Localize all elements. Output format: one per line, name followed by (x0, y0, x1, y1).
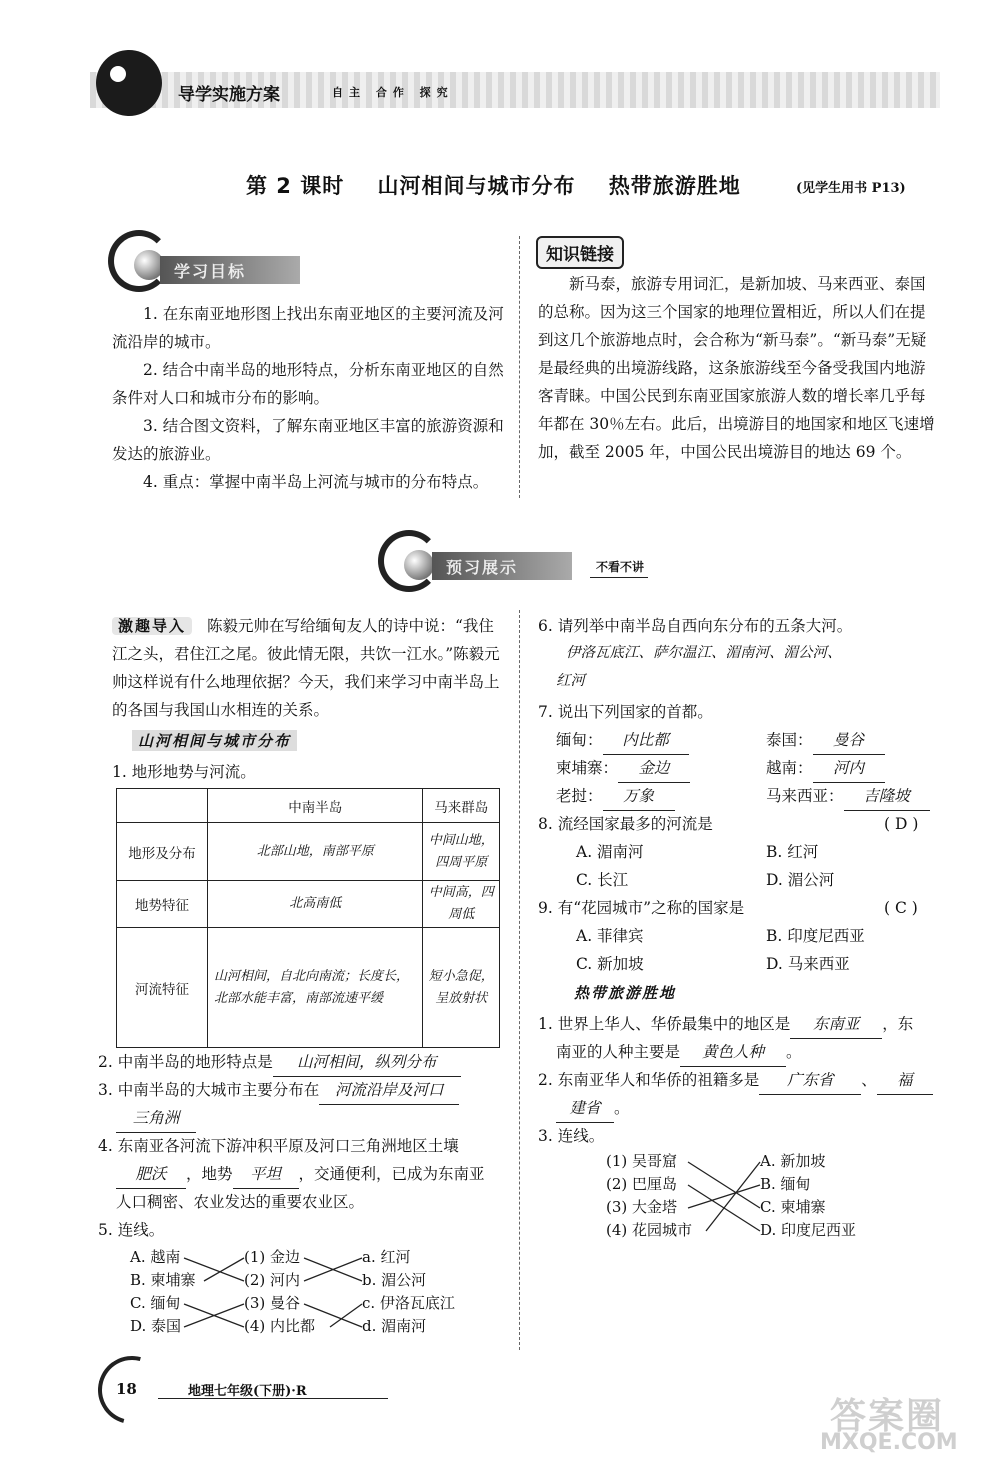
list-item: A. 越南 (130, 1248, 181, 1266)
capital-answer: 内比都 (603, 726, 689, 755)
list-item: (1) 金边 (244, 1248, 301, 1266)
capital-answer: 金边 (618, 754, 690, 783)
question-4-line3: 人口稠密、农业发达的重要农业区。 (116, 1193, 365, 1211)
question-5: 5. 连线。 (98, 1221, 165, 1239)
question-8: 8. 流经国家最多的河流是 (538, 815, 713, 833)
header-title: 导学实施方案 (178, 85, 280, 105)
question-9: 9. 有“花园城市”之称的国家是 (538, 899, 745, 917)
preview-note: 不看不讲 (590, 558, 648, 578)
list-item: D. 泰国 (130, 1317, 182, 1335)
intro-tag: 激趣导入 (112, 617, 192, 635)
t1-line2: 南亚的人种主要是 (556, 1043, 681, 1061)
row-label: 河流特征 (117, 928, 208, 1048)
section-heading-1: 山河相间与城市分布 (132, 730, 297, 751)
row-label: 地势特征 (117, 881, 208, 928)
page-number: 18 (116, 1380, 137, 1398)
book-title: 地理七年级(下册)·R (188, 1384, 307, 1399)
table-header: 马来群岛 (423, 789, 500, 823)
intro-text: 陈毅元帅在写给缅甸友人的诗中说：“我住江之头，君住江之尾。彼此情无限，共饮一江水。”陈毅元帅这样说有什么地理依据？今天，我们来学习中南半岛上的各国与我国山水相连的关系。 (112, 617, 500, 719)
list-item: (2) 河内 (244, 1271, 301, 1289)
watermark-url: MXQE.COM (820, 1430, 958, 1455)
country-label: 老挝： (556, 787, 603, 805)
page-title: 第 2 课时 山河相间与城市分布 热带旅游胜地 (246, 174, 741, 198)
question-1: 1. 地形地势与河流。 (112, 763, 256, 781)
question-6: 6. 请列举中南半岛自西向东分布的五条大河。 (538, 617, 853, 635)
q3-answer-2: 三角洲 (116, 1104, 196, 1133)
goal-item: 1. 在东南亚地形图上找出东南亚地区的主要河流及河流沿岸的城市。 (112, 305, 504, 351)
t1-answer-2: 黄色人种 (680, 1038, 786, 1067)
list-item: D. 印度尼西亚 (760, 1221, 857, 1239)
list-item: B. 柬埔寨 (130, 1271, 196, 1289)
capital-answer: 河内 (813, 754, 885, 783)
goal-item: 2. 结合中南半岛的地形特点，分析东南亚地区的自然条件对人口和城市分布的影响。 (112, 361, 504, 407)
cell-value: 山河相间，自北向南流；长度长，北部水能丰富，南部流速平缓 (208, 928, 423, 1048)
t2-answer-1: 广东省 (759, 1066, 861, 1095)
t1-prefix: 1. 世界上华人、华侨最集中的地区是 (538, 1015, 791, 1033)
q2-prefix: 2. 中南半岛的地形特点是 (98, 1053, 273, 1071)
option: D. 马来西亚 (766, 955, 850, 973)
q8-answer: ( D ) (884, 815, 919, 833)
q6-answer-2: 红河 (556, 673, 585, 689)
country-label: 马来西亚： (766, 787, 844, 805)
list-item: a. 红河 (362, 1248, 411, 1266)
watermark-logo: 答案圈 (830, 1396, 945, 1437)
q3-prefix: 3. 中南半岛的大城市主要分布在 (98, 1081, 320, 1099)
capital-answer: 吉隆坡 (844, 782, 930, 811)
list-item: (3) 大金塔 (606, 1198, 678, 1216)
q9-answer: ( C ) (884, 899, 918, 917)
q4-answer-2: 平坦 (233, 1160, 299, 1189)
header-subtitle: 自主 合作 探究 (332, 86, 454, 99)
option: C. 新加坡 (576, 955, 644, 973)
q4-text: ，交通便利，已成为东南亚 (298, 1165, 485, 1183)
t1-suffix: ，东 (882, 1015, 914, 1033)
knowledge-text: 新马泰，旅游专用词汇，是新加坡、马来西亚、泰国的总称。因为这三个国家的地理位置相近，所以人们在提到这几个旅游地点时，会合称为“新马泰”。“新马泰”无疑是最经典的出境游线路，这条旅游线至今备受我国内地游客青睐。中国公民到东南亚国家旅游人数的增长率几乎每年都在 30％左右。此后，出境游目的地国家和地区飞速增加，截至 2005 年，中国公民出境游目的地达 69 个。 (538, 275, 935, 461)
country-label: 越南： (766, 759, 813, 777)
capital-answer: 曼谷 (813, 726, 885, 755)
q4-answer-1: 肥沃 (116, 1160, 186, 1189)
t2-prefix: 2. 东南亚华人和华侨的祖籍多是 (538, 1071, 760, 1089)
goals-badge: 学习目标 (160, 256, 300, 284)
section-heading-2: 热带旅游胜地 (574, 984, 677, 1002)
row-label: 地形及分布 (117, 823, 208, 881)
t2-answer-2a: 福 (877, 1066, 933, 1095)
tourism-q3: 3. 连线。 (538, 1127, 605, 1145)
q6-answer-1: 伊洛瓦底江、萨尔温江、湄南河、湄公河、 (566, 645, 842, 661)
country-label: 柬埔寨： (556, 759, 619, 777)
cell-value: 北高南低 (208, 881, 423, 928)
cell-value: 北部山地，南部平原 (208, 823, 423, 881)
list-item: (1) 吴哥窟 (606, 1152, 678, 1170)
list-item: c. 伊洛瓦底江 (362, 1294, 455, 1312)
goal-item: 4. 重点：掌握中南半岛上河流与城市的分布特点。 (143, 473, 489, 491)
list-item: (2) 巴厘岛 (606, 1175, 678, 1193)
option: A. 湄南河 (576, 843, 644, 861)
question-7: 7. 说出下列国家的首都。 (538, 703, 713, 721)
list-item: (3) 曼谷 (244, 1294, 301, 1312)
option: A. 菲律宾 (576, 927, 644, 945)
list-item: C. 柬埔寨 (760, 1198, 826, 1216)
t1-answer-1: 东南亚 (790, 1010, 882, 1039)
country-label: 缅甸： (556, 731, 603, 749)
list-item: C. 缅甸 (130, 1294, 181, 1312)
list-item: d. 湄南河 (362, 1317, 427, 1335)
list-item: (4) 花园城市 (606, 1221, 693, 1239)
table-header: 中南半岛 (208, 789, 423, 823)
q3-answer-1: 河流沿岸及河口 (319, 1076, 459, 1105)
footer-rule (158, 1398, 388, 1399)
cell-value: 中间高，四周低 (423, 881, 500, 928)
list-item: b. 湄公河 (362, 1271, 427, 1289)
t2-answer-2b: 建省 (556, 1094, 614, 1123)
preview-badge: 预习展示 (432, 552, 572, 580)
capital-answer: 万象 (603, 782, 675, 811)
option: C. 长江 (576, 871, 629, 889)
option: D. 湄公河 (766, 871, 835, 889)
cell-value: 中间山地，四周平原 (423, 823, 500, 881)
option: B. 印度尼西亚 (766, 927, 865, 945)
t2-period: 。 (614, 1099, 630, 1117)
question-4: 4. 东南亚各河流下游冲积平原及河口三角洲地区土壤 (98, 1137, 459, 1155)
list-item: A. 新加坡 (760, 1152, 826, 1170)
list-item: B. 缅甸 (760, 1175, 811, 1193)
t1-period: 。 (786, 1043, 802, 1061)
page-reference: (见学生用书 P13) (796, 181, 906, 196)
q4-text: ，地势 (186, 1165, 233, 1183)
q2-answer: 山河相间，纵列分布 (273, 1048, 461, 1077)
option: B. 红河 (766, 843, 819, 861)
country-label: 泰国： (766, 731, 813, 749)
goal-item: 3. 结合图文资料，了解东南亚地区丰富的旅游资源和发达的旅游业。 (112, 417, 504, 463)
cell-value: 短小急促，呈放射状 (423, 928, 500, 1048)
list-item: (4) 内比都 (244, 1317, 316, 1335)
t2-sep: 、 (861, 1071, 877, 1089)
knowledge-tag: 知识链接 (536, 236, 624, 269)
